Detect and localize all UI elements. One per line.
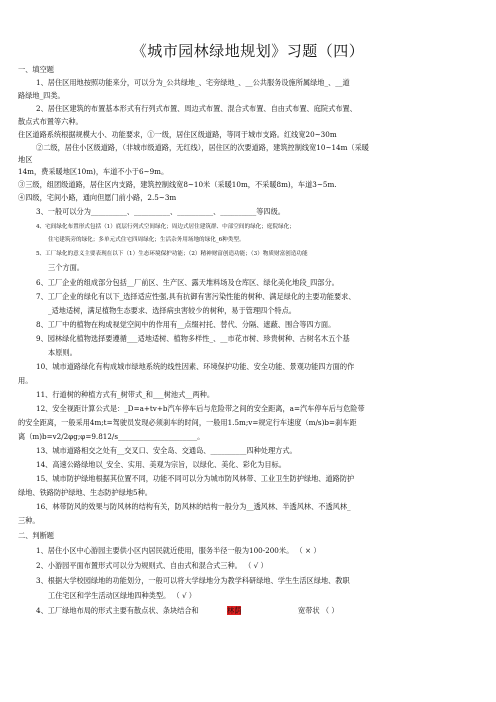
- text-line: 14m，费采暖地区10m)，车道不小于6~9m。: [18, 167, 169, 176]
- text-line: _适地适树，满足植物生态要求、选择病虫害较少的树种，易于管理四个特点。: [48, 306, 296, 315]
- text-line: 路绿地_四类。: [18, 91, 65, 100]
- text-line: 12、安全视距计算公式是：_D=a+tv+b汽车停车后与危险带之间的安全距离，a=汽车停车后与危险带: [36, 404, 365, 413]
- text-line: 14、高速公路绿地以_安全、实用、美观为宗旨，以绿化、美化、彩化为目标。: [36, 460, 286, 469]
- text-line: 3、一般可以分为__________、__________、__________、__________等四级。: [36, 207, 285, 216]
- text-line: 3、根据大学校园绿地的功能划分，一般可以将大学绿地分为教学科研绿地、学生生活区绿地、教职: [36, 576, 350, 585]
- text-line: 4、宅间绿化布置形式包括（1）底层行列式空间绿化；周边式居住建筑群、中部空间的绿化；庭院绿化；: [36, 224, 295, 230]
- text-line: 住区道路系统根据规模大小、功能要求，①一级，居住区级道路，等同于城市支路。红线宽20~30m: [18, 130, 337, 139]
- text-line: 10、城市道路绿化有构成城市绿地系统的线性因素、环境保护功能、安全功能、景观功能四方面的作: [36, 362, 355, 371]
- text-line: 5、工厂绿化的意义主要表现在以下（1）生态环境保护功能；（2）精神财富创造功能；（3）物质财富创造功能: [36, 251, 308, 257]
- text-line: ④四级，宅间小路，通向但愿门前小路，2.5~3m: [18, 193, 177, 202]
- text-line: 散点式布置等六种。: [18, 117, 83, 126]
- text-line: 4、工厂绿地布局的形式主要有散点状、条块结合和: [36, 606, 199, 615]
- text-line: ③三级，组团级道路，居住区内支路，建筑控制线宽8~10米（采暖10m，不采暖8m)，车道3~5m.: [18, 180, 337, 189]
- text-line: ②二级，居住小区级道路，（非城市级道路，无红线），居住区的次要道路，建筑控制线宽10~14m（采暖: [36, 143, 369, 152]
- text-line: 的安全距离，一般采用4m;t=驾驶员发现必须刹车的时间，一般用1.5m;v=规定行车速度（m/s)b=刹车距: [18, 418, 357, 427]
- text-line: 15、城市防护绿地根据其位置不同，功能不同可以分为城市防风林带、工业卫生防护绿地、道路防护: [36, 474, 355, 483]
- text-line: 13、城市道路相交之处有__交叉口、安全岛、交通岛、__________四种处理方式。: [36, 446, 297, 455]
- highlighted-text: 林荫: [227, 606, 242, 615]
- text-line: 用。: [18, 376, 33, 385]
- text-line: 2、小游园平面布置形式可以分为规则式、自由式和混合式三种。 （ √ ）: [36, 561, 268, 570]
- text-line: 1、居住小区中心游园主要供小区内居民就近使用，服务半径一般为100-200米。 （ × ）: [36, 546, 321, 555]
- text-line: 16、林带防风的效果与防风林的结构有关，防风林的结构一般分为__透风林、半透风林、不透风林_: [36, 502, 351, 511]
- text-line: 2、居住区建筑的布置基本形式有行列式布置、周边式布置、混合式布置、自由式布置、庭院式布置、: [36, 104, 357, 113]
- text-line: 三个方面。: [48, 263, 84, 272]
- page-title: 《城市园林绿地规划》习题（四）: [131, 42, 365, 60]
- text-line: 三种。: [18, 516, 40, 525]
- section-heading-true-false: 二、判断题: [18, 531, 54, 540]
- text-line: 11、行道树的种植方式有_树带式_和___树池式__两种。: [36, 390, 215, 399]
- text-line: 工住宅区和学生活动区绿地四种类型。 （ √ ）: [48, 591, 196, 600]
- text-line: 7、工厂企业的绿化有以下_选择适应性强,具有抗御有害污染性能的树种、满足绿化的主要功能要求、: [36, 292, 356, 301]
- text-line: 地区: [18, 155, 33, 164]
- text-line: 离（m)b=v2/2φg;φ=9.812/s______________________。: [18, 432, 205, 441]
- text-line: 1、居住区用地按照功能来分，可以分为_公共绿地_、宅旁绿地_、__公共服务设施所属绿地_、__道: [36, 78, 350, 87]
- text-line: 住宅建筑旁的绿化；多单元式住宅四周绿化；生活杂务用场地的绿化_6种类型。: [48, 237, 245, 243]
- text-line: 6、工厂企业的组成部分包括__厂前区、生产区、露天堆料场及仓库区、绿化美化地段_四部分。: [36, 278, 339, 287]
- text-line: 宽带状 （ ）: [298, 606, 339, 615]
- text-line: 本原则。: [48, 348, 77, 357]
- text-line: 绿地、铁路防护绿地、生态防护绿地5种。: [18, 488, 152, 497]
- section-heading-fill-in: 一、填空题: [18, 65, 54, 74]
- text-line: 9、园林绿化植物选择要遵循___适地适树、植物多样性_、__市花市树、珍贵树种、古树名木五个基: [36, 334, 350, 343]
- text-line: 8、工厂中的植物在构成视觉空间中的作用有__点缀衬托、替代、分隔、遮蔽、围合等四方面。: [36, 320, 336, 329]
